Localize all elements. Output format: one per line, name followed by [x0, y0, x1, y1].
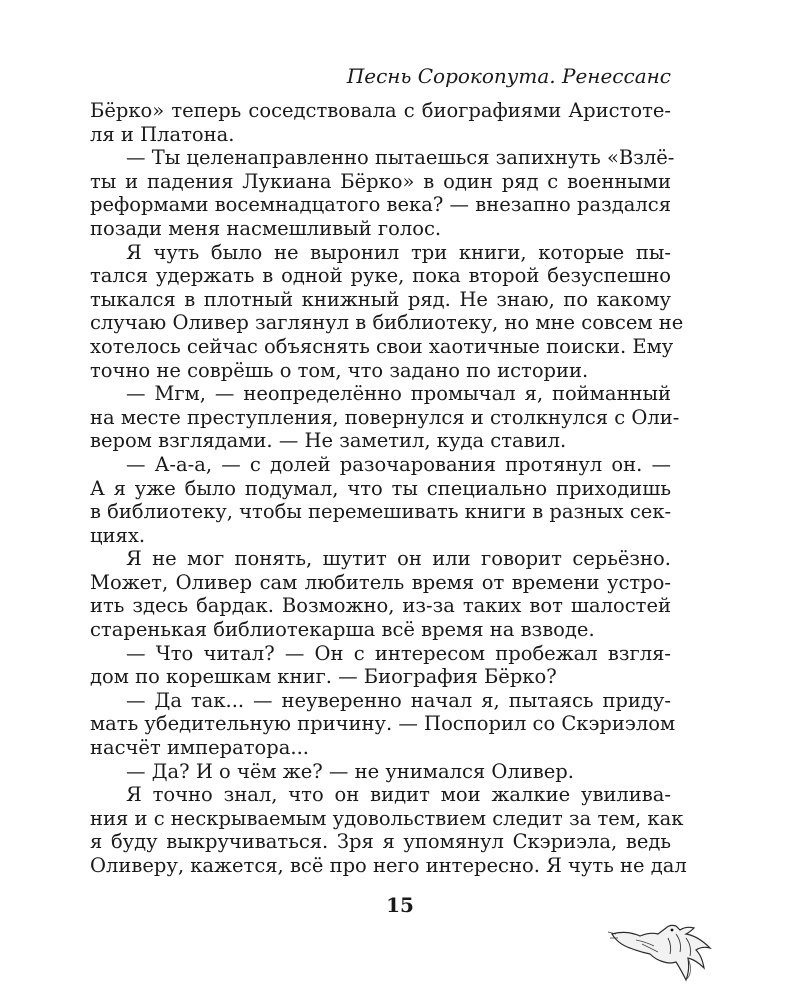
- text-line: ить здесь бардак. Возможно, из-за таких вот шалостей: [90, 594, 671, 618]
- text-line: вером взглядами. — Не заметил, куда ставил.: [90, 429, 567, 453]
- text-line: дом по корешкам книг. — Биография Бёрко?: [90, 665, 557, 689]
- text-line: на месте преступления, повернулся и столкнулся с Оли-: [90, 405, 680, 429]
- text-line: — Что читал? — Он с интересом пробежал взгля-: [126, 641, 671, 665]
- text-line: — Ты целенаправленно пытаешься запихнуть «Взлё-: [126, 146, 675, 170]
- text-line: ты и падения Лукиана Бёрко» в один ряд с военными: [90, 169, 671, 193]
- text-line: Я не мог понять, шутит он или говорит серьёзно.: [126, 547, 671, 571]
- text-line: ля и Платона.: [90, 122, 235, 146]
- text-line: А я уже было подумал, что ты специально приходишь: [90, 476, 671, 500]
- text-line: Я чуть было не выронил три книги, которые пы-: [126, 240, 671, 264]
- text-line: — Да так... — неуверенно начал я, пытаясь приду-: [126, 688, 671, 712]
- text-line: точно не соврёшь о том, что задано по истории.: [90, 358, 589, 382]
- text-line: старенькая библиотекарша всё время на взводе.: [90, 618, 595, 642]
- text-line: Бёрко» теперь соседствовала с биографиями Аристоте-: [90, 99, 671, 122]
- running-head: Песнь Сорокопута. Ренессанс: [346, 64, 671, 88]
- shrike-bird-icon: [606, 912, 716, 982]
- text-line: тался удержать в одной руке, пока второй безуспешно: [90, 264, 671, 288]
- text-line: позади меня насмешливый голос.: [90, 216, 442, 240]
- text-line: я буду выкручиваться. Зря я упомянул Скэриэла, ведь: [90, 830, 671, 854]
- text-line: в библиотеку, чтобы перемешивать книги в разных сек-: [90, 500, 672, 524]
- text-line: — Мгм, — неопределённо промычал я, пойманный: [126, 382, 671, 406]
- text-line: тыкался в плотный книжный ряд. Не знаю, по какому: [90, 287, 671, 311]
- text-line: случаю Оливер заглянул в библиотеку, но мне совсем не: [90, 311, 684, 335]
- page-number: 15: [386, 893, 414, 917]
- text-line: Я точно знал, что он видит мои жалкие увилива-: [126, 783, 671, 807]
- text-line: насчёт императора...: [90, 736, 310, 760]
- body-text: [90, 99, 687, 878]
- text-line: хотелось сейчас объяснять свои хаотичные поиски. Ему: [90, 334, 674, 358]
- text-line: ния и с нескрываемым удовольствием следит за тем, как: [90, 806, 684, 830]
- text-line: реформами восемнадцатого века? — внезапно раздался: [90, 193, 671, 217]
- text-line: циях.: [90, 523, 146, 547]
- text-line: Оливеру, кажется, всё про него интересно. Я чуть не дал: [90, 854, 687, 877]
- text-line: мать убедительную причину. — Поспорил со Скэриэлом: [90, 712, 676, 736]
- text-line: — А-а-а, — с долей разочарования протянул он. —: [126, 452, 671, 476]
- text-line: Может, Оливер сам любитель время от времени устро-: [90, 570, 671, 594]
- text-line: — Да? И о чём же? — не унимался Оливер.: [126, 759, 574, 783]
